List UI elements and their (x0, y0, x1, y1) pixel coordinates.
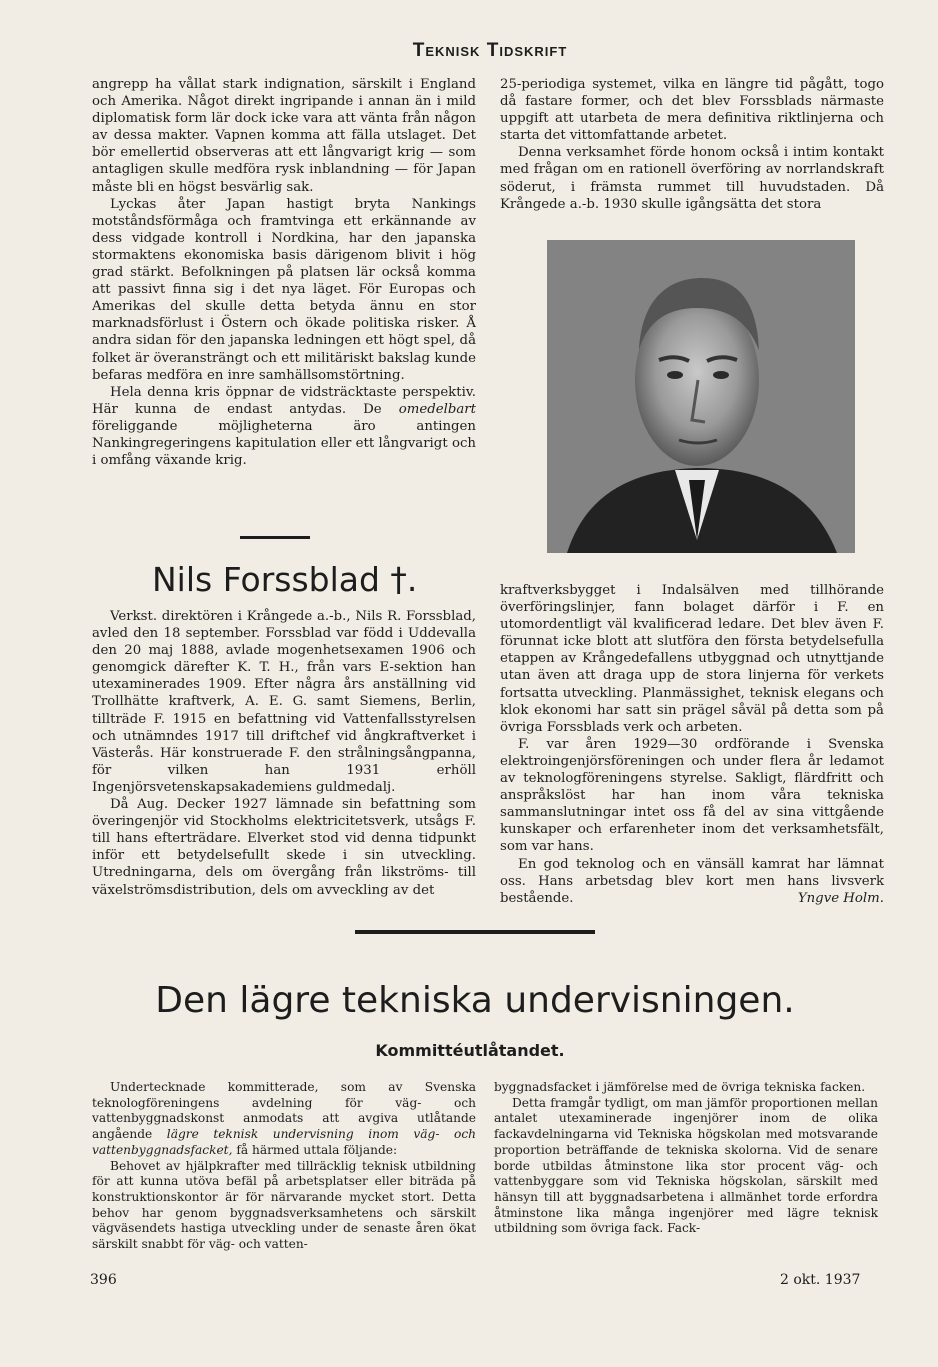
section-divider-rule (240, 536, 310, 539)
italic-emphasis: omedelbart (398, 401, 476, 417)
obituary-paragraph: F. var åren 1929—30 ordförande i Svenska elektroingenjörsföreningen och under flera år ledamot av teknologföreningens styrelse. Sakligt, flärdfritt och anspråkslöst har han inom våra tekniska sammanslutningar intet oss få del av sina vittgående kunskaper och erfarenheter inom det verksamhetsfält, som var hans. (500, 736, 884, 855)
report-left-column (92, 1080, 476, 1253)
running-head: Teknisk Tidskrift (412, 40, 568, 61)
text-run: få härmed uttala följande: (236, 1142, 398, 1157)
report-paragraph: byggnadsfacket i jämförelse med de övriga tekniska facken. (494, 1080, 866, 1094)
article-top-column (92, 76, 476, 469)
portrait-photo (547, 240, 855, 553)
obituary-paragraph: Denna verksamhet förde honom också i intim kontakt med frågan om en rationell överföring av norrlandskraft söderut, i främsta rummet till huvudstaden. Då Krångede a.-b. 1930 skulle igångsätta det stora (500, 145, 884, 212)
issue-date: 2 okt. 1937 (780, 1272, 861, 1288)
text-run: Undertecknade kommitterade, som av Svenska teknologföreningens avdelning för väg- och vattenbyggnadskonst anmodats att avgiva utlåtande angående (92, 1080, 476, 1142)
obituary-right-top-column (500, 76, 884, 213)
report-paragraph (92, 1080, 476, 1159)
obituary-left-column (92, 608, 476, 899)
report-paragraph: Behovet av hjälpkrafter med tillräcklig teknisk utbildning för att kunna utöva befäl på arbetsplatser eller biträda på konstruktionskontor är för närvarande mycket stort. Detta behov har genom byggnadsverksamhetens och särskilt vägväsendets hastiga utveckling under de senaste åren ökat särskilt snabbt för väg- och vatten- (92, 1158, 476, 1252)
obituary-paragraph: En god teknolog och en vänsäll kamrat har lämnat oss. Hans arbetsdag blev kort men hans livsverk bestående. (500, 856, 884, 906)
obituary-paragraph: kraftverksbygget i Indalsälven med tillhörande överföringslinjer, fann bolaget därför i F. en utomordentligt väl kvalificerad ledare. Det blev även F. förunnat icke blott att slutföra den första betydelsefulla etappen av Krångedefallens utbyggnad och utnyttjande utan även att draga upp de stora linjerna för verkets fortsatta utveckling. Planmässighet, teknisk elegans och klok ekonomi har satt sin prägel såväl på detta som på övriga Forssblads verk och arbeten. (500, 583, 884, 735)
obituary-paragraph: Då Aug. Decker 1927 lämnade sin befattning som överingenjör vid Stockholms elektricitetsverk, utsågs F. till hans efterträdare. Elverket stod vid denna tidpunkt inför ett betydelsefullt skede i sin utveckling. Utredningarna, dels om övergång från likströms- till växelströmsdistribution, dels om avveckling av det (92, 797, 476, 898)
section-divider-rule (355, 930, 595, 934)
obituary-title: Nils Forssblad †. (152, 560, 418, 599)
article-top-paragraph: angrepp ha vållat stark indignation, särskilt i England och Amerika. Något direkt ingripande i annan än i mild diplomatisk form lär dock icke vara att vänta från någon av dessa makter. Vapnen komma att fälla utslaget. Det bör emellertid observeras att ett långvarigt krig — som antagligen skulle medföra rysk inblandning — för Japan måste bli en högst besvärlig sak. (92, 77, 476, 195)
article-top-paragraph: Lyckas åter Japan hastigt bryta Nankings motståndsförmåga och framtvinga ett erkännande av dess vidgade kontroll i Nordkina, har den japanska stormaktens ekonomiska basis därigenom blivit i hög grad stärkt. Befolkningen på platsen lär också komma att passivt finna sig i det nya läget. För Europas och Amerikas del skulle detta betyda ännu en stor marknadsförlust i Östern och ökade politiska risker. Å andra sidan för den japanska ledningen ett högt spel, då folket är överansträngt och ett militäriskt bakslag kunde befaras medföra en inre samhällsomstörtning. (92, 196, 476, 383)
report-paragraph: Detta framgår tydligt, om man jämför proportionen mellan antalet utexaminerade ingenjörer inom de olika fackavdelningarna vid Tekniska högskolan med motsvarande proportion beträffande de tekniska skolorna. Vid de senare borde utbildas åtminstone lika stor procent väg- och vattenbyggare som vid Tekniska högskolan, särskilt med hänsyn till att byggnadsarbetena i allmänhet torde erfordra åtminstone lika många ingenjörer med lägre teknisk utbildning som övriga fack. Fack- (494, 1095, 878, 1236)
report-title: Den lägre tekniska undervisningen. (155, 980, 795, 1021)
article-top-last-paragraph (92, 384, 476, 469)
report-right-column (494, 1080, 878, 1237)
text-run: Hela denna kris öppnar de vidsträcktaste perspektiv. Här kunna de endast antydas. De (92, 384, 476, 417)
page-number: 396 (90, 1272, 117, 1288)
italic-emphasis: lägre teknisk undervisning inom väg- och vattenbyggnadsfacket, (92, 1127, 476, 1157)
report-subtitle: Kommittéutlåtandet. (375, 1041, 565, 1060)
portrait-illustration (547, 240, 855, 553)
obituary-signature: Yngve Holm. (797, 890, 884, 906)
obituary-paragraph: 25-periodiga systemet, vilka en längre tid pågått, togo då fastare former, och det blev Forssblads närmaste uppgift att utarbeta de mera definitiva riktlinjerna och starta det vittomfattande arbetet. (500, 77, 884, 144)
obituary-paragraph: Verkst. direktören i Krångede a.-b., Nils R. Forssblad, avled den 18 september. Forssblad var född i Uddevalla den 20 maj 1888, avlade mogenhetsexamen 1906 och genomgick därefter K. T. H., från vars E-sektion han utexaminerades 1909. Efter några års anställning vid Trollhätte kraftverk, A. E. G. samt Siemens, Berlin, tillträde F. 1915 en befattning vid Vattenfallsstyrelsen och utnämndes 1917 till driftchef vid ångkraftverket i Västerås. Här konstruerade F. den strålningsångpanna, för vilken han 1931 erhöll Ingenjörsvetenskapsakademiens guldmedalj. (92, 609, 476, 795)
text-run: föreliggande möjligheterna äro antingen Nankingregeringens kapitulation eller ett långvarigt och i omfång växande krig. (92, 418, 476, 469)
obituary-right-column (500, 582, 884, 907)
